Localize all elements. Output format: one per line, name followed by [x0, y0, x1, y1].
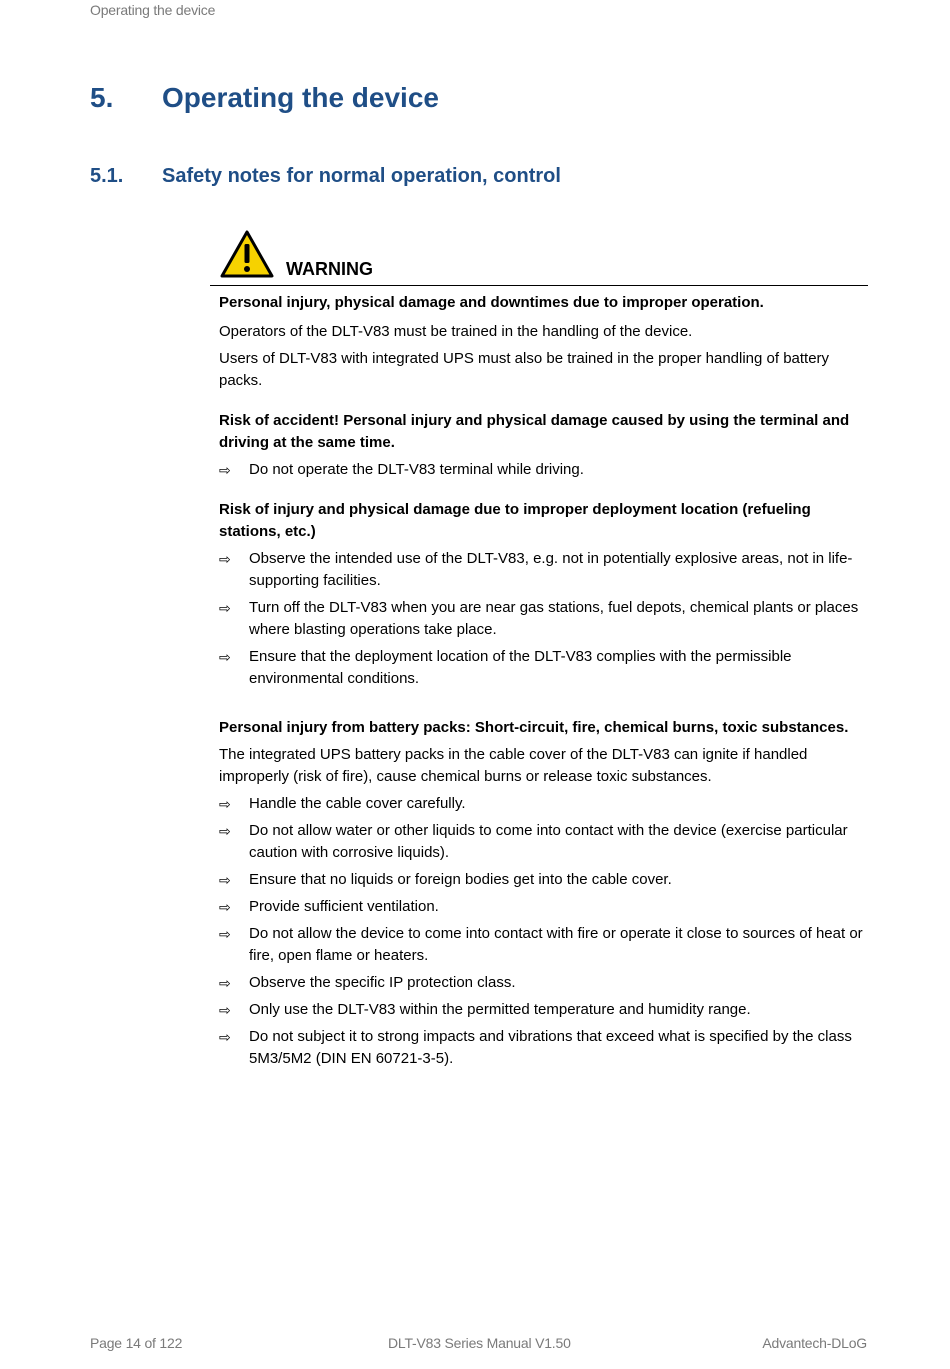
- arrow-icon: ⇨: [219, 926, 231, 942]
- battery-heading: Personal injury from battery packs: Short-circuit, fire, chemical burns, toxic substances.: [219, 719, 849, 736]
- intro-paragraph: Operators of the DLT-V83 must be trained in the handling of the device.: [219, 323, 693, 340]
- list-item: ⇨ Handle the cable cover carefully.: [219, 793, 864, 815]
- arrow-icon: ⇨: [219, 796, 231, 812]
- list-item: ⇨ Do not operate the DLT-V83 terminal while driving.: [219, 459, 864, 481]
- section-title: Safety notes for normal operation, control: [162, 165, 561, 187]
- list-item: ⇨ Turn off the DLT-V83 when you are near gas stations, fuel depots, chemical plants or places where blasting operations take place.: [219, 599, 859, 638]
- list-item: ⇨ Provide sufficient ventilation.: [219, 896, 864, 918]
- list-item: ⇨ Ensure that no liquids or foreign bodies get into the cable cover.: [219, 869, 864, 891]
- intro-heading: Personal injury, physical damage and downtimes due to improper operation.: [219, 294, 764, 311]
- section-heading: [90, 165, 561, 188]
- list-item: ⇨ Do not allow water or other liquids to come into contact with the device (exercise particular caution with corrosive liquids).: [219, 822, 848, 861]
- arrow-icon: ⇨: [219, 975, 231, 991]
- chapter-title: Operating the device: [162, 82, 439, 113]
- warning-header: [210, 228, 868, 286]
- intro-paragraph: Users of DLT-V83 with integrated UPS must also be trained in the proper handling of battery packs.: [219, 350, 830, 389]
- location-heading: Risk of injury and physical damage due to improper deployment location (refueling stations, etc.): [219, 501, 811, 540]
- arrow-icon: ⇨: [219, 551, 231, 567]
- accident-heading: Risk of accident! Personal injury and physical damage caused by using the terminal and driving at the same time.: [219, 412, 850, 451]
- list-item: ⇨ Only use the DLT-V83 within the permitted temperature and humidity range.: [219, 999, 864, 1021]
- chapter-number: 5.: [90, 82, 114, 113]
- arrow-icon: ⇨: [219, 462, 231, 478]
- battery-list: [219, 793, 864, 1070]
- location-list: [219, 548, 864, 690]
- list-item: ⇨ Do not allow the device to come into contact with fire or operate it close to sources of heat or fire, open flame or heaters.: [219, 925, 863, 964]
- list-item: ⇨ Observe the specific IP protection class.: [219, 972, 864, 994]
- arrow-icon: ⇨: [219, 1002, 231, 1018]
- warning-content: [219, 292, 864, 1075]
- arrow-icon: ⇨: [219, 823, 231, 839]
- manual-title: DLT-V83 Series Manual V1.50: [388, 1335, 571, 1351]
- list-item: ⇨ Observe the intended use of the DLT-V83, e.g. not in potentially explosive areas, not in life-supporting facilities.: [219, 550, 853, 589]
- arrow-icon: ⇨: [219, 899, 231, 915]
- battery-paragraph: The integrated UPS battery packs in the cable cover of the DLT-V83 can ignite if handled improperly (risk of fire), cause chemical burns or release toxic substances.: [219, 746, 808, 785]
- company-name: Advantech-DLoG: [762, 1335, 867, 1351]
- warning-title: WARNING: [286, 259, 373, 279]
- chapter-heading: [90, 82, 439, 114]
- running-header: Operating the device: [90, 2, 216, 18]
- list-item: ⇨ Ensure that the deployment location of the DLT-V83 complies with the permissible environmental conditions.: [219, 648, 792, 687]
- page-number: Page 14 of 122: [90, 1335, 183, 1351]
- arrow-icon: ⇨: [219, 600, 231, 616]
- warning-triangle-icon: [220, 230, 274, 278]
- section-number: 5.1.: [90, 165, 124, 187]
- accident-list: [219, 459, 864, 481]
- arrow-icon: ⇨: [219, 1029, 231, 1045]
- list-item: ⇨ Do not subject it to strong impacts and vibrations that exceed what is specified by the class 5M3/5M2 (DIN EN 60721-3-5).: [219, 1028, 852, 1067]
- arrow-icon: ⇨: [219, 649, 231, 665]
- arrow-icon: ⇨: [219, 872, 231, 888]
